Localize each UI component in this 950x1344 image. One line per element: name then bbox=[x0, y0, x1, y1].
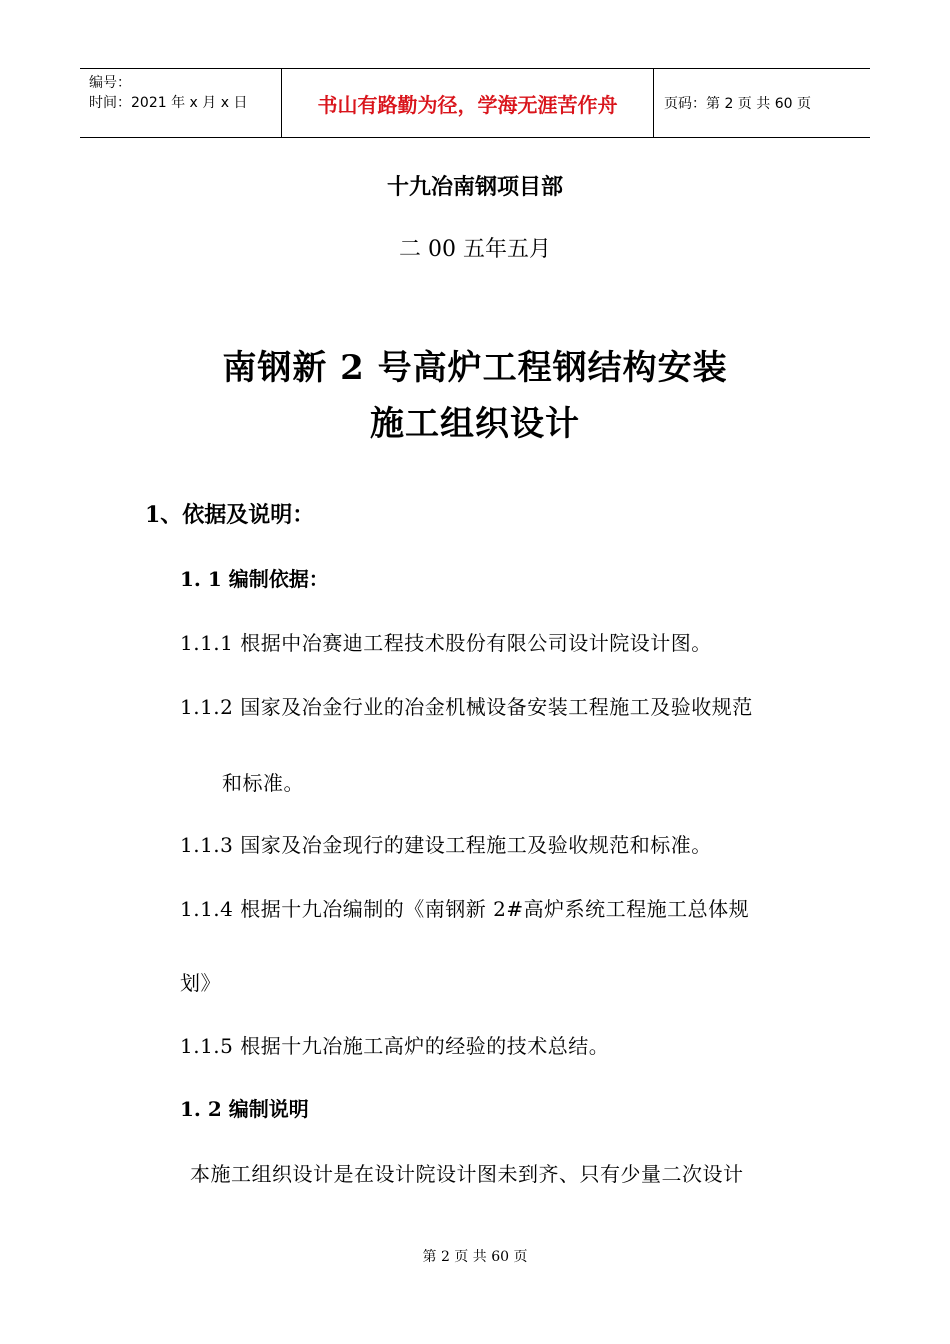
document-title-line1: 南钢新 2 号高炉工程钢结构安装 bbox=[222, 348, 728, 388]
header-meta bbox=[80, 69, 281, 137]
document-number-label: 编号： bbox=[89, 75, 131, 91]
document-date: 二 00 五年五月 bbox=[399, 237, 551, 262]
list-item-1-1-4-continued: 划》 bbox=[180, 971, 221, 995]
list-item-1-1-3: 1.1.3 国家及冶金现行的建设工程施工及验收规范和标准。 bbox=[180, 833, 712, 857]
list-item-1-1-2-continued: 和标准。 bbox=[222, 771, 304, 795]
document-time-label: 时间：2021 年 x 月 x 日 bbox=[89, 95, 248, 111]
subsection-heading-1-2: 1. 2 编制说明 bbox=[180, 1097, 309, 1121]
header-motto: 书山有路勤为径，学海无涯苦作舟 bbox=[281, 69, 654, 137]
list-item-1-1-1: 1.1.1 根据中冶赛迪工程技术股份有限公司设计院设计图。 bbox=[180, 631, 712, 655]
paragraph-1-2: 本施工组织设计是在设计院设计图未到齐、只有少量二次设计 bbox=[190, 1162, 744, 1186]
header-page-info: 页码：第 2 页 共 60 页 bbox=[664, 96, 811, 112]
list-item-1-1-2: 1.1.2 国家及冶金行业的冶金机械设备安装工程施工及验收规范 bbox=[180, 695, 753, 719]
list-item-1-1-5: 1.1.5 根据十九冶施工高炉的经验的技术总结。 bbox=[180, 1034, 610, 1058]
list-item-1-1-4: 1.1.4 根据十九冶编制的《南钢新 2#高炉系统工程施工总体规 bbox=[180, 897, 750, 921]
document-title-line2: 施工组织设计 bbox=[370, 404, 580, 444]
organization-name: 十九冶南钢项目部 bbox=[386, 174, 563, 200]
document-header bbox=[80, 68, 870, 138]
subsection-heading-1-1: 1. 1 编制依据： bbox=[180, 567, 329, 591]
page-footer: 第 2 页 共 60 页 bbox=[422, 1249, 528, 1265]
section-heading-1: 1、依据及说明： bbox=[145, 502, 315, 528]
